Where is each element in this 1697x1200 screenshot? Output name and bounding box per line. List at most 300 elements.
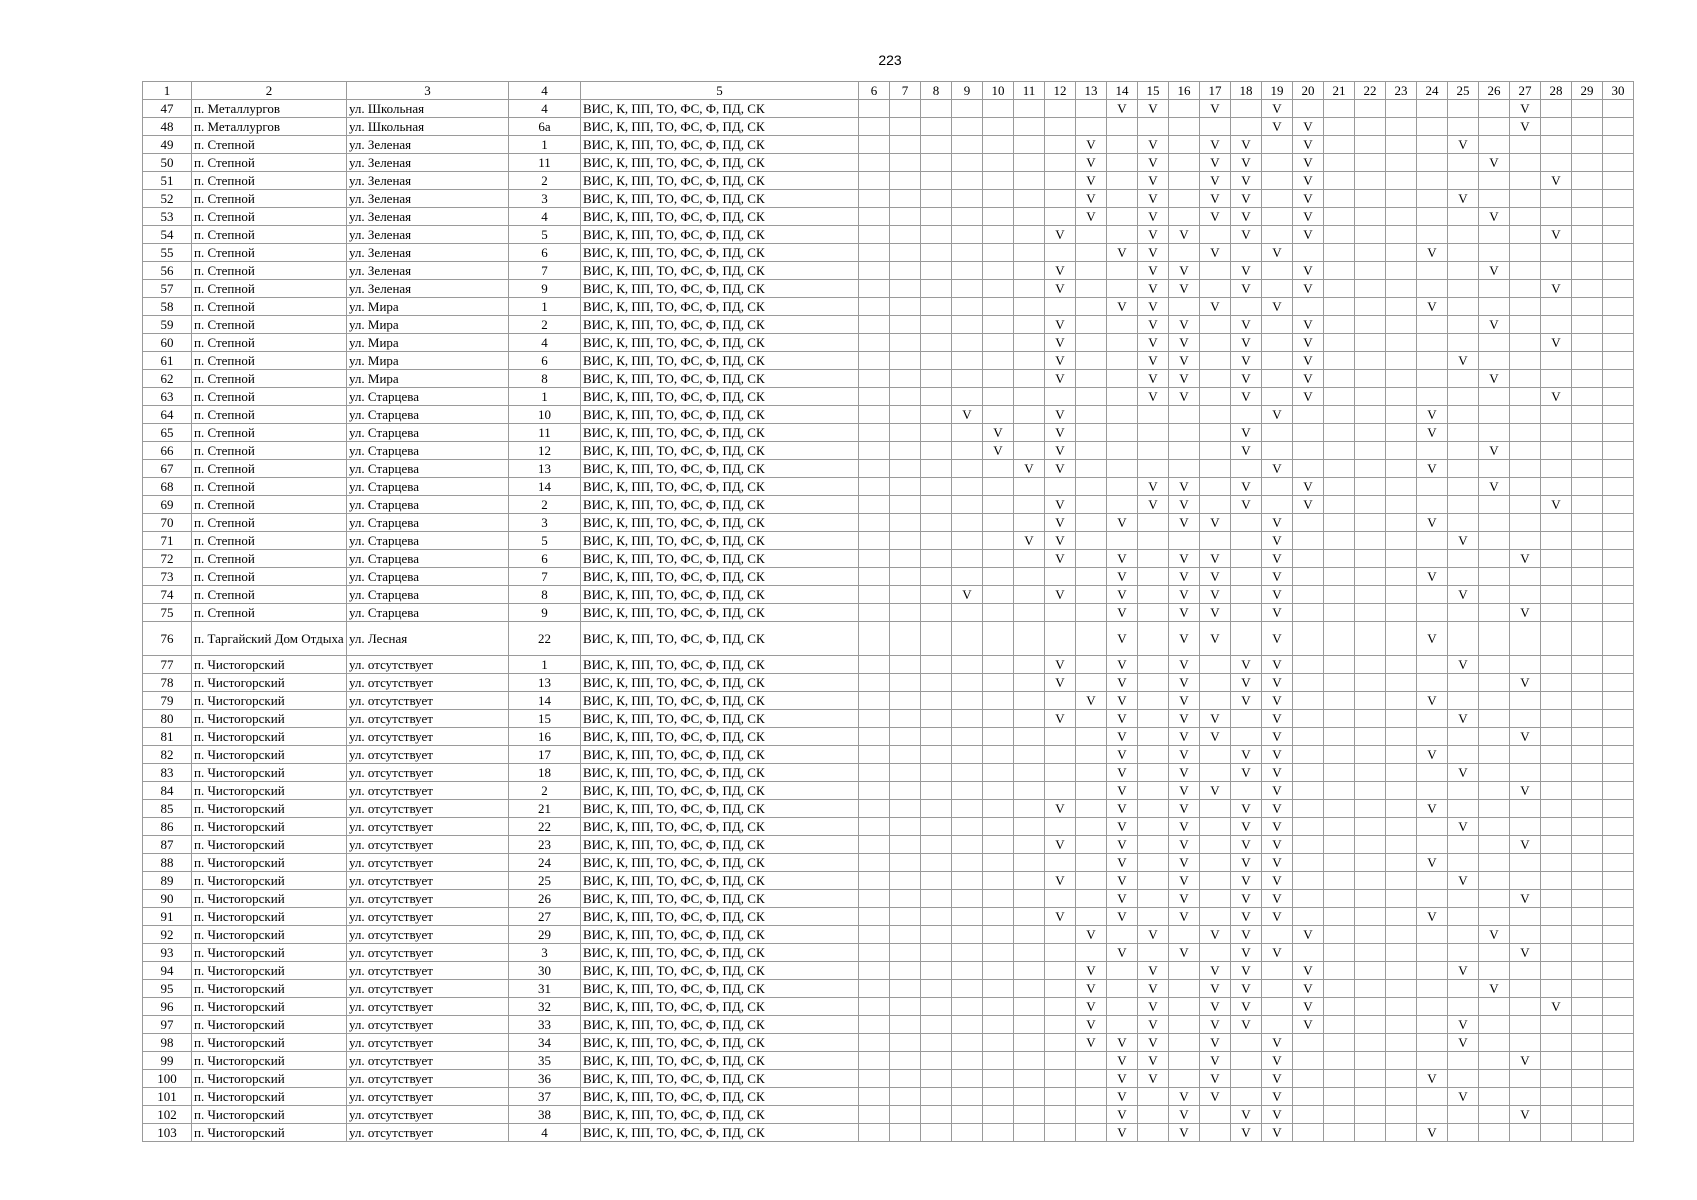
house-cell: 5 <box>509 532 581 550</box>
empty-cell <box>1603 352 1634 370</box>
empty-cell <box>1603 550 1634 568</box>
empty-cell <box>1572 1088 1603 1106</box>
check-mark: V <box>1138 388 1169 406</box>
empty-cell <box>1572 998 1603 1016</box>
check-mark: V <box>1479 926 1510 944</box>
settlement-cell: п. Степной <box>192 424 347 442</box>
empty-cell <box>1386 334 1417 352</box>
house-cell: 1 <box>509 136 581 154</box>
empty-cell <box>921 370 952 388</box>
check-mark: V <box>1262 800 1293 818</box>
empty-cell <box>1448 746 1479 764</box>
empty-cell <box>1200 478 1231 496</box>
empty-cell <box>1293 1088 1324 1106</box>
empty-cell <box>1293 1106 1324 1124</box>
empty-cell <box>983 1124 1014 1142</box>
empty-cell <box>1479 190 1510 208</box>
street-cell: ул. Старцева <box>347 460 509 478</box>
street-cell: ул. Зеленая <box>347 136 509 154</box>
settlement-cell: п. Степной <box>192 244 347 262</box>
empty-cell <box>1262 926 1293 944</box>
empty-cell <box>921 208 952 226</box>
empty-cell <box>1603 1124 1634 1142</box>
empty-cell <box>1448 298 1479 316</box>
empty-cell <box>1076 118 1107 136</box>
empty-cell <box>859 1016 890 1034</box>
check-mark: V <box>1448 962 1479 980</box>
empty-cell <box>1324 316 1355 334</box>
check-mark: V <box>1293 316 1324 334</box>
check-mark: V <box>1448 532 1479 550</box>
empty-cell <box>890 406 921 424</box>
empty-cell <box>1603 568 1634 586</box>
empty-cell <box>1200 890 1231 908</box>
check-mark: V <box>1417 800 1448 818</box>
empty-cell <box>1200 746 1231 764</box>
empty-cell <box>1045 1070 1076 1088</box>
empty-cell <box>859 280 890 298</box>
empty-cell <box>1014 998 1045 1016</box>
empty-cell <box>859 818 890 836</box>
empty-cell <box>1231 568 1262 586</box>
empty-cell <box>1014 478 1045 496</box>
services-cell: ВИС, К, ПП, ТО, ФС, Ф, ПД, СК <box>581 118 859 136</box>
table-body <box>143 100 1634 1142</box>
check-mark: V <box>1510 674 1541 692</box>
check-mark: V <box>1200 100 1231 118</box>
check-mark: V <box>1448 764 1479 782</box>
table-row <box>143 800 1634 818</box>
check-mark: V <box>1045 656 1076 674</box>
empty-cell <box>1324 100 1355 118</box>
settlement-cell: п. Металлургов <box>192 100 347 118</box>
empty-cell <box>1603 926 1634 944</box>
empty-cell <box>1603 424 1634 442</box>
row-number: 54 <box>143 226 192 244</box>
empty-cell <box>1386 1070 1417 1088</box>
empty-cell <box>1386 298 1417 316</box>
empty-cell <box>1417 496 1448 514</box>
services-cell: ВИС, К, ПП, ТО, ФС, Ф, ПД, СК <box>581 764 859 782</box>
empty-cell <box>983 208 1014 226</box>
services-cell: ВИС, К, ПП, ТО, ФС, Ф, ПД, СК <box>581 262 859 280</box>
check-mark: V <box>1138 136 1169 154</box>
empty-cell <box>1603 1016 1634 1034</box>
empty-cell <box>1386 442 1417 460</box>
empty-cell <box>1076 1052 1107 1070</box>
empty-cell <box>1014 280 1045 298</box>
column-header-25: 25 <box>1448 82 1479 100</box>
table-row <box>143 568 1634 586</box>
empty-cell <box>1510 568 1541 586</box>
column-header-22: 22 <box>1355 82 1386 100</box>
empty-cell <box>921 656 952 674</box>
empty-cell <box>1603 836 1634 854</box>
house-cell: 16 <box>509 728 581 746</box>
street-cell: ул. Старцева <box>347 496 509 514</box>
check-mark: V <box>1262 728 1293 746</box>
table-row <box>143 442 1634 460</box>
empty-cell <box>1603 1088 1634 1106</box>
empty-cell <box>1355 746 1386 764</box>
street-cell: ул. Старцева <box>347 406 509 424</box>
empty-cell <box>952 208 983 226</box>
empty-cell <box>1448 154 1479 172</box>
street-cell: ул. отсутствует <box>347 1088 509 1106</box>
empty-cell <box>1014 262 1045 280</box>
empty-cell <box>1355 208 1386 226</box>
row-number: 69 <box>143 496 192 514</box>
empty-cell <box>952 1070 983 1088</box>
empty-cell <box>1107 154 1138 172</box>
table-row <box>143 406 1634 424</box>
services-cell: ВИС, К, ПП, ТО, ФС, Ф, ПД, СК <box>581 836 859 854</box>
empty-cell <box>859 854 890 872</box>
empty-cell <box>1510 460 1541 478</box>
empty-cell <box>983 352 1014 370</box>
house-cell: 6а <box>509 118 581 136</box>
empty-cell <box>1479 674 1510 692</box>
row-number: 52 <box>143 190 192 208</box>
empty-cell <box>1386 926 1417 944</box>
empty-cell <box>1076 334 1107 352</box>
empty-cell <box>1014 190 1045 208</box>
empty-cell <box>890 746 921 764</box>
empty-cell <box>1262 496 1293 514</box>
settlement-cell: п. Степной <box>192 406 347 424</box>
row-number: 91 <box>143 908 192 926</box>
empty-cell <box>952 190 983 208</box>
empty-cell <box>890 890 921 908</box>
row-number: 55 <box>143 244 192 262</box>
empty-cell <box>859 100 890 118</box>
empty-cell <box>921 226 952 244</box>
check-mark: V <box>1107 622 1138 656</box>
table-row <box>143 478 1634 496</box>
empty-cell <box>1231 244 1262 262</box>
check-mark: V <box>1107 764 1138 782</box>
empty-cell <box>1572 962 1603 980</box>
check-mark: V <box>1262 100 1293 118</box>
settlement-cell: п. Чистогорский <box>192 836 347 854</box>
empty-cell <box>859 388 890 406</box>
row-number: 66 <box>143 442 192 460</box>
table-row <box>143 962 1634 980</box>
check-mark: V <box>1200 1088 1231 1106</box>
empty-cell <box>1572 944 1603 962</box>
empty-cell <box>1355 316 1386 334</box>
row-number: 53 <box>143 208 192 226</box>
check-mark: V <box>1262 692 1293 710</box>
empty-cell <box>1045 746 1076 764</box>
empty-cell <box>1293 1052 1324 1070</box>
empty-cell <box>1572 280 1603 298</box>
check-mark: V <box>1138 926 1169 944</box>
empty-cell <box>1479 406 1510 424</box>
house-cell: 11 <box>509 424 581 442</box>
empty-cell <box>952 656 983 674</box>
empty-cell <box>1262 334 1293 352</box>
empty-cell <box>952 674 983 692</box>
empty-cell <box>1386 622 1417 656</box>
empty-cell <box>1324 1088 1355 1106</box>
empty-cell <box>1045 1034 1076 1052</box>
row-number: 102 <box>143 1106 192 1124</box>
check-mark: V <box>1262 1106 1293 1124</box>
empty-cell <box>1324 208 1355 226</box>
empty-cell <box>1510 980 1541 998</box>
empty-cell <box>1386 568 1417 586</box>
empty-cell <box>1014 496 1045 514</box>
check-mark: V <box>1138 1052 1169 1070</box>
empty-cell <box>983 532 1014 550</box>
empty-cell <box>1479 226 1510 244</box>
empty-cell <box>1479 1106 1510 1124</box>
check-mark: V <box>1138 298 1169 316</box>
empty-cell <box>1386 370 1417 388</box>
empty-cell <box>1386 980 1417 998</box>
check-mark: V <box>1417 514 1448 532</box>
empty-cell <box>1355 728 1386 746</box>
check-mark: V <box>1262 550 1293 568</box>
empty-cell <box>890 496 921 514</box>
settlement-cell: п. Степной <box>192 316 347 334</box>
empty-cell <box>1355 226 1386 244</box>
empty-cell <box>1014 980 1045 998</box>
empty-cell <box>1045 208 1076 226</box>
settlement-cell: п. Чистогорский <box>192 980 347 998</box>
empty-cell <box>921 836 952 854</box>
check-mark: V <box>1262 1070 1293 1088</box>
empty-cell <box>1045 782 1076 800</box>
empty-cell <box>1324 944 1355 962</box>
empty-cell <box>1541 532 1572 550</box>
column-header-2: 2 <box>192 82 347 100</box>
empty-cell <box>1386 962 1417 980</box>
house-cell: 33 <box>509 1016 581 1034</box>
empty-cell <box>1293 514 1324 532</box>
empty-cell <box>1324 298 1355 316</box>
empty-cell <box>890 710 921 728</box>
empty-cell <box>952 442 983 460</box>
empty-cell <box>1603 890 1634 908</box>
empty-cell <box>1045 998 1076 1016</box>
street-cell: ул. Старцева <box>347 532 509 550</box>
house-cell: 14 <box>509 692 581 710</box>
empty-cell <box>1448 998 1479 1016</box>
row-number: 97 <box>143 1016 192 1034</box>
empty-cell <box>1076 1106 1107 1124</box>
empty-cell <box>1014 1034 1045 1052</box>
empty-cell <box>1386 710 1417 728</box>
empty-cell <box>1138 800 1169 818</box>
empty-cell <box>1541 854 1572 872</box>
check-mark: V <box>1417 692 1448 710</box>
empty-cell <box>1262 442 1293 460</box>
empty-cell <box>1076 388 1107 406</box>
check-mark: V <box>1231 836 1262 854</box>
settlement-cell: п. Степной <box>192 478 347 496</box>
services-cell: ВИС, К, ПП, ТО, ФС, Ф, ПД, СК <box>581 944 859 962</box>
empty-cell <box>983 890 1014 908</box>
services-cell: ВИС, К, ПП, ТО, ФС, Ф, ПД, СК <box>581 1034 859 1052</box>
empty-cell <box>1448 424 1479 442</box>
empty-cell <box>1541 980 1572 998</box>
street-cell: ул. отсутствует <box>347 962 509 980</box>
empty-cell <box>952 154 983 172</box>
empty-cell <box>890 460 921 478</box>
empty-cell <box>952 352 983 370</box>
check-mark: V <box>1107 818 1138 836</box>
empty-cell <box>1448 1106 1479 1124</box>
empty-cell <box>1386 604 1417 622</box>
check-mark: V <box>1169 1088 1200 1106</box>
table-row <box>143 226 1634 244</box>
empty-cell <box>1541 1106 1572 1124</box>
empty-cell <box>859 550 890 568</box>
empty-cell <box>921 1088 952 1106</box>
check-mark: V <box>1169 710 1200 728</box>
empty-cell <box>1014 1106 1045 1124</box>
check-mark: V <box>1169 854 1200 872</box>
empty-cell <box>1014 442 1045 460</box>
house-cell: 7 <box>509 262 581 280</box>
house-cell: 22 <box>509 818 581 836</box>
empty-cell <box>921 118 952 136</box>
empty-cell <box>1603 622 1634 656</box>
house-cell: 22 <box>509 622 581 656</box>
check-mark: V <box>1045 280 1076 298</box>
check-mark: V <box>1448 136 1479 154</box>
empty-cell <box>1541 1070 1572 1088</box>
check-mark: V <box>1169 1124 1200 1142</box>
column-header-10: 10 <box>983 82 1014 100</box>
empty-cell <box>1448 568 1479 586</box>
empty-cell <box>921 262 952 280</box>
empty-cell <box>1386 460 1417 478</box>
table-row <box>143 998 1634 1016</box>
empty-cell <box>859 406 890 424</box>
empty-cell <box>890 764 921 782</box>
check-mark: V <box>1262 244 1293 262</box>
empty-cell <box>859 136 890 154</box>
empty-cell <box>983 854 1014 872</box>
check-mark: V <box>1045 586 1076 604</box>
empty-cell <box>1572 406 1603 424</box>
row-number: 67 <box>143 460 192 478</box>
services-cell: ВИС, К, ПП, ТО, ФС, Ф, ПД, СК <box>581 710 859 728</box>
check-mark: V <box>1448 710 1479 728</box>
empty-cell <box>1479 692 1510 710</box>
empty-cell <box>1045 926 1076 944</box>
empty-cell <box>1417 998 1448 1016</box>
empty-cell <box>921 424 952 442</box>
services-cell: ВИС, К, ПП, ТО, ФС, Ф, ПД, СК <box>581 728 859 746</box>
empty-cell <box>1386 818 1417 836</box>
check-mark: V <box>1138 262 1169 280</box>
empty-cell <box>1231 1070 1262 1088</box>
empty-cell <box>1045 298 1076 316</box>
services-cell: ВИС, К, ПП, ТО, ФС, Ф, ПД, СК <box>581 782 859 800</box>
check-mark: V <box>1200 1052 1231 1070</box>
empty-cell <box>1510 962 1541 980</box>
empty-cell <box>1603 944 1634 962</box>
empty-cell <box>1479 622 1510 656</box>
empty-cell <box>859 460 890 478</box>
row-number: 80 <box>143 710 192 728</box>
empty-cell <box>1262 980 1293 998</box>
empty-cell <box>1076 854 1107 872</box>
empty-cell <box>1448 836 1479 854</box>
empty-cell <box>1169 208 1200 226</box>
empty-cell <box>1045 1052 1076 1070</box>
empty-cell <box>1076 298 1107 316</box>
empty-cell <box>1076 746 1107 764</box>
empty-cell <box>1107 136 1138 154</box>
empty-cell <box>1076 100 1107 118</box>
empty-cell <box>1169 298 1200 316</box>
empty-cell <box>1572 1016 1603 1034</box>
table-row <box>143 388 1634 406</box>
services-cell: ВИС, К, ПП, ТО, ФС, Ф, ПД, СК <box>581 800 859 818</box>
empty-cell <box>1107 352 1138 370</box>
house-cell: 34 <box>509 1034 581 1052</box>
empty-cell <box>1572 532 1603 550</box>
house-cell: 1 <box>509 298 581 316</box>
empty-cell <box>1138 818 1169 836</box>
empty-cell <box>1572 800 1603 818</box>
empty-cell <box>1541 370 1572 388</box>
empty-cell <box>1603 406 1634 424</box>
empty-cell <box>1355 800 1386 818</box>
settlement-cell: п. Чистогорский <box>192 1034 347 1052</box>
empty-cell <box>1417 728 1448 746</box>
empty-cell <box>1417 656 1448 674</box>
empty-cell <box>983 692 1014 710</box>
empty-cell <box>1324 962 1355 980</box>
empty-cell <box>1417 944 1448 962</box>
empty-cell <box>1324 586 1355 604</box>
empty-cell <box>1076 316 1107 334</box>
empty-cell <box>1572 692 1603 710</box>
check-mark: V <box>1138 1070 1169 1088</box>
check-mark: V <box>1417 622 1448 656</box>
empty-cell <box>1603 226 1634 244</box>
check-mark: V <box>1138 352 1169 370</box>
empty-cell <box>1324 908 1355 926</box>
check-mark: V <box>1231 226 1262 244</box>
house-cell: 32 <box>509 998 581 1016</box>
check-mark: V <box>1076 962 1107 980</box>
empty-cell <box>1448 800 1479 818</box>
empty-cell <box>1231 586 1262 604</box>
empty-cell <box>1448 262 1479 280</box>
street-cell: ул. отсутствует <box>347 764 509 782</box>
empty-cell <box>1138 460 1169 478</box>
row-number: 58 <box>143 298 192 316</box>
empty-cell <box>1417 1088 1448 1106</box>
empty-cell <box>1479 872 1510 890</box>
empty-cell <box>1014 136 1045 154</box>
empty-cell <box>890 1106 921 1124</box>
empty-cell <box>859 334 890 352</box>
empty-cell <box>859 656 890 674</box>
house-cell: 21 <box>509 800 581 818</box>
check-mark: V <box>1231 424 1262 442</box>
empty-cell <box>1541 604 1572 622</box>
empty-cell <box>1417 352 1448 370</box>
empty-cell <box>1448 1124 1479 1142</box>
